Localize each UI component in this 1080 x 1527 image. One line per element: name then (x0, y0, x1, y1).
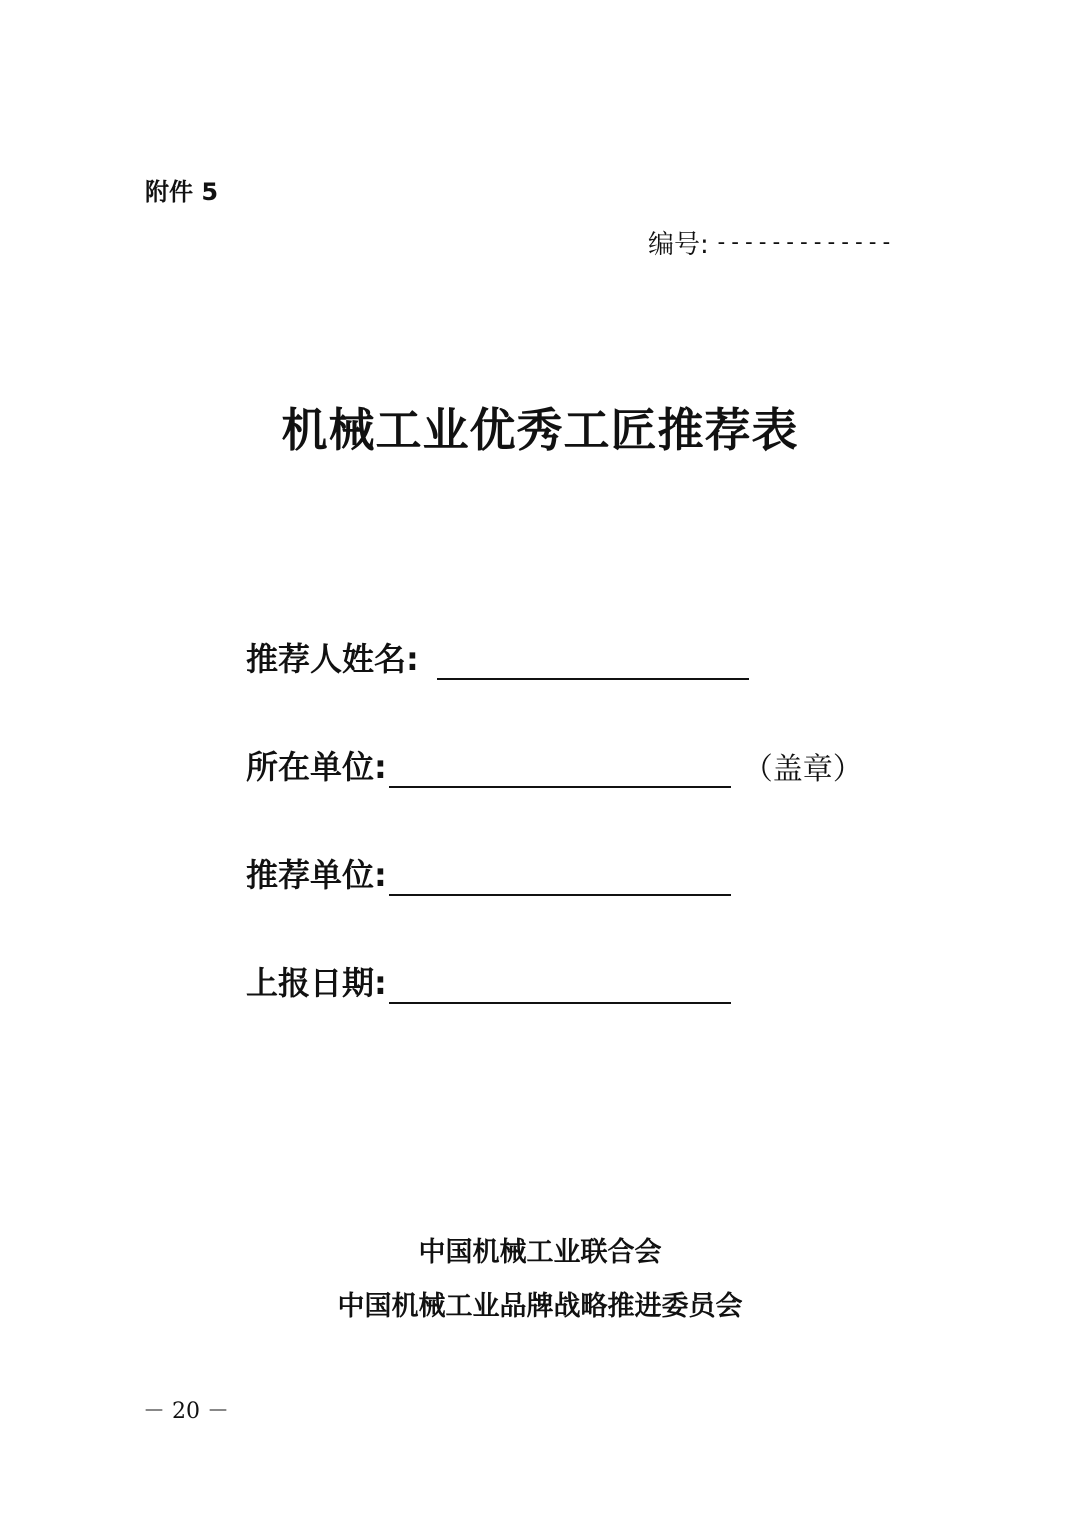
blank-line[interactable] (389, 750, 731, 788)
field-label: 推荐人姓名: (246, 640, 419, 678)
serial-value[interactable]: ------------- (714, 230, 894, 255)
organization-name: 中国机械工业联合会 (418, 1237, 662, 1268)
field-label: 上报日期: (246, 964, 387, 1002)
blank-line[interactable] (437, 642, 749, 680)
blank-line[interactable] (389, 858, 731, 896)
document-title: 机械工业优秀工匠推荐表 (281, 403, 799, 457)
field-recommendee-name (246, 634, 749, 680)
seal-note: （盖章） (742, 752, 863, 787)
field-label: 所在单位: (246, 748, 387, 786)
field-employer (246, 742, 863, 788)
field-label: 推荐单位: (246, 856, 387, 894)
blank-line[interactable] (389, 966, 731, 1004)
serial-number (648, 224, 893, 261)
attachment-label: 附件 5 (145, 178, 219, 206)
page-number: － 20 － (143, 1399, 229, 1424)
field-report-date (246, 958, 731, 1004)
organization-name: 中国机械工业品牌战略推进委员会 (337, 1291, 743, 1322)
serial-label: 编号: (648, 230, 709, 260)
field-recommending-unit (246, 850, 731, 896)
